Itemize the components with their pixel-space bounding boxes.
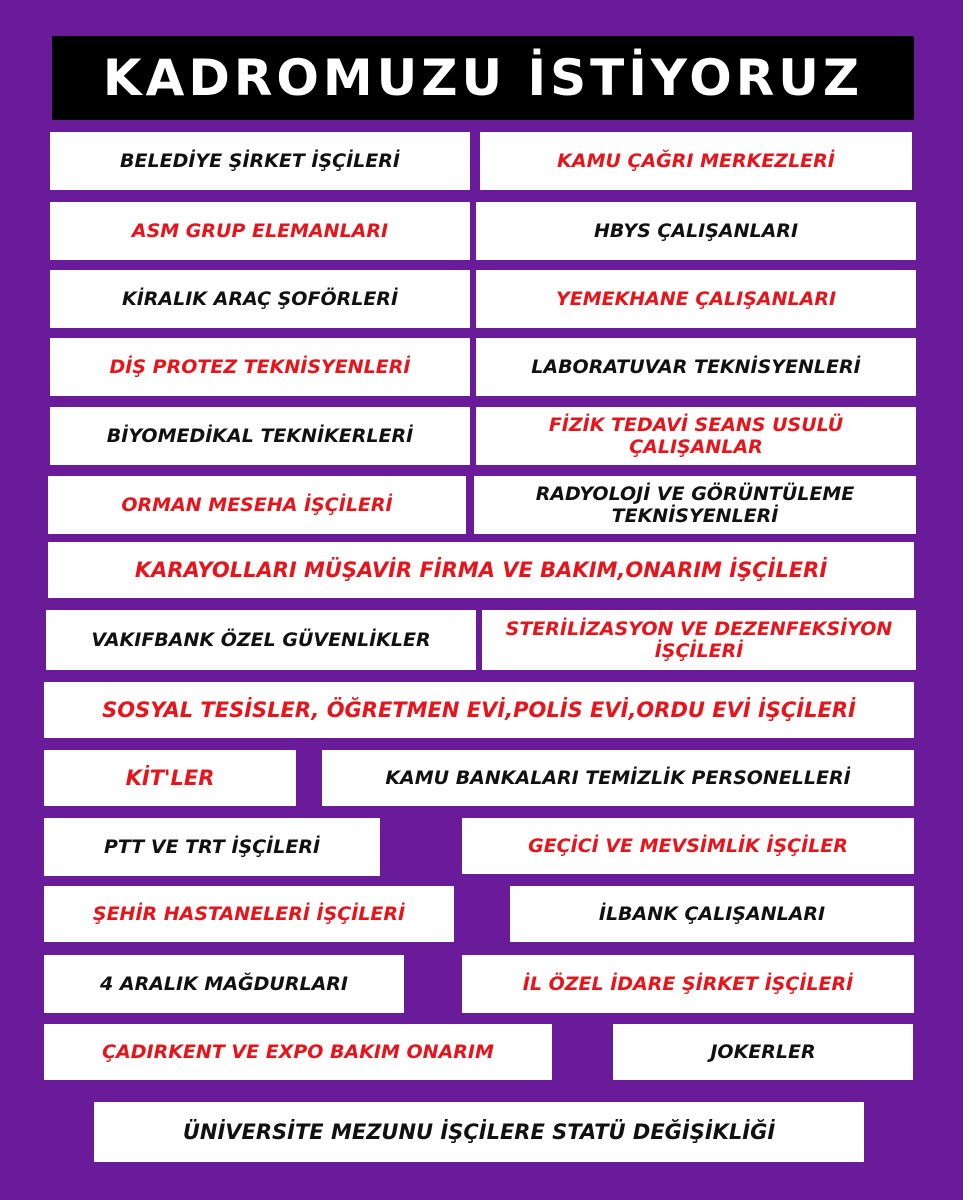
item-dis-protez: DİŞ PROTEZ TEKNİSYENLERİ	[50, 338, 470, 396]
item-asm: ASM GRUP ELEMANLARI	[50, 202, 470, 260]
item-cadirkent: ÇADIRKENT VE EXPO BAKIM ONARIM	[44, 1024, 552, 1080]
item-radyoloji: RADYOLOJİ VE GÖRÜNTÜLEME TEKNİSYENLERİ	[474, 476, 916, 534]
item-sehir-hastaneleri: ŞEHİR HASTANELERİ İŞÇİLERİ	[44, 886, 454, 942]
item-vakifbank: VAKIFBANK ÖZEL GÜVENLİKLER	[46, 610, 476, 670]
item-universite: ÜNİVERSİTE MEZUNU İŞÇİLERE STATÜ DEĞİŞİKLİĞİ	[94, 1102, 864, 1162]
item-sterilizasyon: STERİLİZASYON VE DEZENFEKSİYON İŞÇİLERİ	[482, 610, 916, 670]
item-kitler: KİT'LER	[44, 750, 296, 806]
item-laboratuvar: LABORATUVAR TEKNİSYENLERİ	[476, 338, 916, 396]
item-orman: ORMAN MESEHA İŞÇİLERİ	[48, 476, 466, 534]
item-kiralik: KİRALIK ARAÇ ŞOFÖRLERİ	[50, 270, 470, 328]
page-title: KADROMUZU İSTİYORUZ	[52, 36, 914, 120]
item-ilbank: İLBANK ÇALIŞANLARI	[510, 886, 914, 942]
item-fizik-tedavi: FİZİK TEDAVİ SEANS USULÜ ÇALIŞANLAR	[476, 407, 916, 465]
item-kamu-bankalari: KAMU BANKALARI TEMİZLİK PERSONELLERİ	[322, 750, 914, 806]
item-belediye: BELEDİYE ŞİRKET İŞÇİLERİ	[50, 132, 470, 190]
item-hbys: HBYS ÇALIŞANLARI	[476, 202, 916, 260]
item-jokerler: JOKERLER	[613, 1024, 913, 1080]
item-4-aralik: 4 ARALIK MAĞDURLARI	[44, 955, 404, 1013]
item-ptt-trt: PTT VE TRT İŞÇİLERİ	[44, 818, 380, 876]
item-karayollari: KARAYOLLARI MÜŞAVİR FİRMA VE BAKIM,ONARIM İŞÇİLERİ	[48, 542, 914, 598]
item-gecici: GEÇİCİ VE MEVSİMLİK İŞÇİLER	[462, 818, 914, 874]
item-kamu-cagri: KAMU ÇAĞRI MERKEZLERİ	[480, 132, 912, 190]
item-biyomedikal: BİYOMEDİKAL TEKNİKERLERİ	[50, 407, 470, 465]
item-yemekhane: YEMEKHANE ÇALIŞANLARI	[476, 270, 916, 328]
item-il-ozel-idare: İL ÖZEL İDARE ŞİRKET İŞÇİLERİ	[462, 955, 914, 1013]
item-sosyal-tesisler: SOSYAL TESİSLER, ÖĞRETMEN EVİ,POLİS EVİ,ORDU EVİ İŞÇİLERİ	[44, 682, 914, 738]
